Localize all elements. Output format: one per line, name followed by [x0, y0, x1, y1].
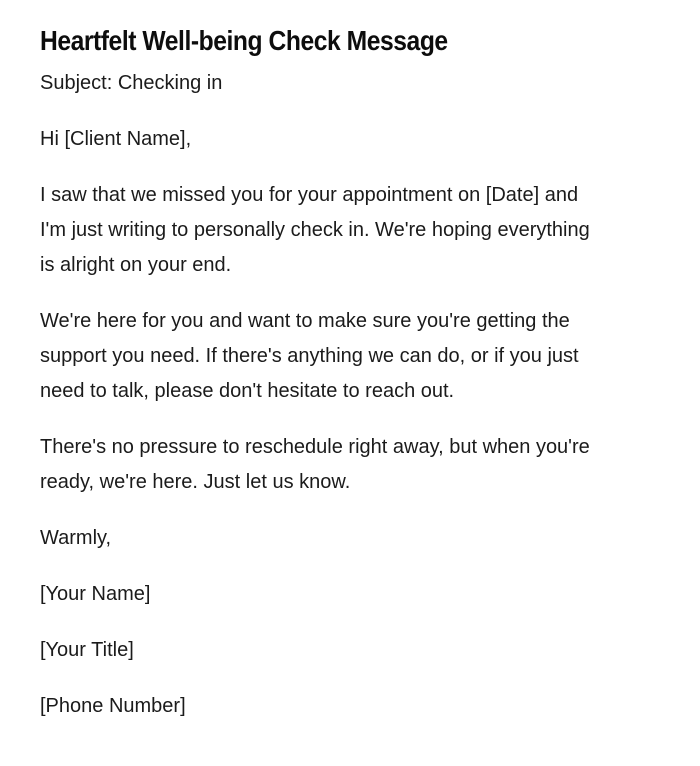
- greeting: [40, 122, 660, 157]
- subject-line-text: Subject: Checking in: [40, 72, 223, 94]
- paragraph-line: is alright on your end.: [40, 254, 232, 276]
- closing: [40, 521, 660, 556]
- signature-phone: [40, 689, 660, 724]
- page-title: Heartfelt Well-being Check Message: [40, 25, 448, 56]
- paragraph-line: I'm just writing to personally check in. We're hoping everything: [40, 219, 590, 241]
- paragraph-line: We're here for you and want to make sure you're getting the: [40, 310, 570, 332]
- closing-text: Warmly,: [40, 527, 112, 549]
- signature-name: [40, 577, 660, 612]
- signature-title-text: [Your Title]: [40, 639, 134, 661]
- paragraph-missed-appointment: [40, 178, 660, 283]
- paragraph-line: need to talk, please don't hesitate to reach out.: [40, 380, 455, 402]
- paragraph-line: support you need. If there's anything we can do, or if you just: [40, 345, 579, 367]
- paragraph-line: ready, we're here. Just let us know.: [40, 471, 351, 493]
- paragraph-line: There's no pressure to reschedule right away, but when you're: [40, 436, 590, 458]
- signature-name-text: [Your Name]: [40, 583, 151, 605]
- signature-phone-text: [Phone Number]: [40, 695, 186, 717]
- greeting-text: Hi [Client Name],: [40, 128, 192, 150]
- paragraph-no-pressure: [40, 430, 660, 500]
- paragraph-support-offer: [40, 304, 660, 409]
- subject-line: [40, 66, 660, 101]
- paragraph-line: I saw that we missed you for your appointment on [Date] and: [40, 184, 579, 206]
- signature-title: [40, 633, 660, 668]
